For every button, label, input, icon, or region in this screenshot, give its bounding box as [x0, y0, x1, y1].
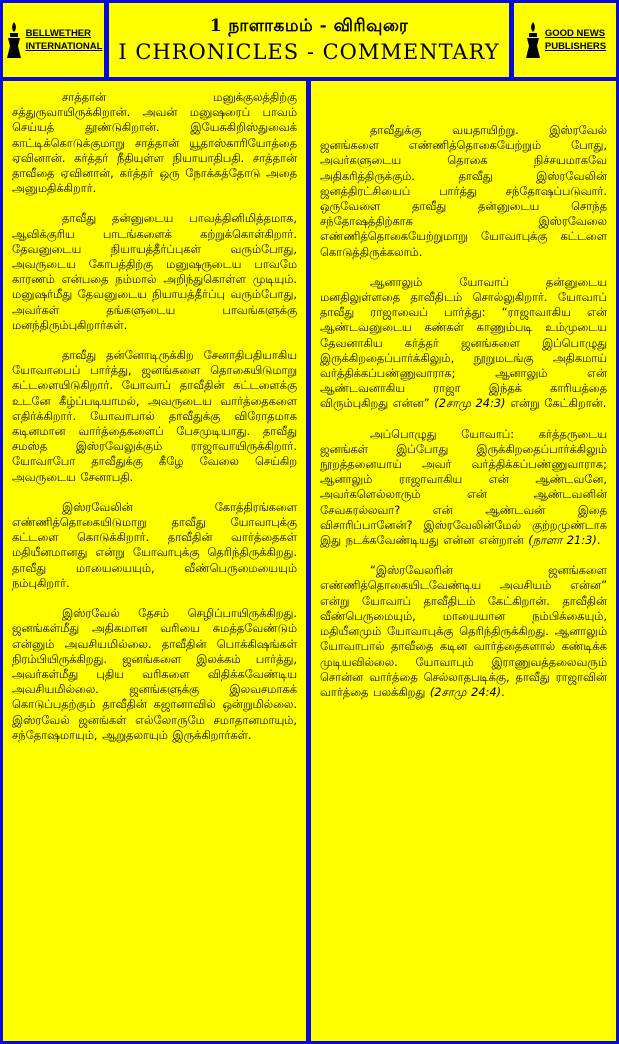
- right-paragraph-1: [320, 123, 607, 260]
- good-news-logo: [514, 3, 616, 77]
- left-paragraph-1: சாத்தான் மனுக்குலத்திற்கு சத்துருவாயிருக்கிறான். அவன் மனுஷரைப் பாவம் செய்யத் தூண்டுகிறான். இயேசுகிறிஸ்துவைக் காட்டிக்கொடுக்குமாறு சாத்தான் யூதாஸ்காரியோத்தை ஏவினான். கர்த்தர் நீதியுள்ள நியாயாதிபதி. சாத்தான் தாவீதை ஏவினான், கர்த்தர் ஒரு நோக்கத்தோடு அதை அனுமதிக்கிறார்.: [12, 90, 297, 196]
- logo-right-line1: GOOD NEWS: [544, 28, 606, 39]
- title-english: I CHRONICLES - COMMENTARY: [118, 40, 500, 64]
- logo-left-line2: INTERNATIONAL: [25, 41, 103, 52]
- right-paragraph-4-after: .: [501, 684, 505, 699]
- header-bar: [0, 0, 619, 80]
- left-column: [3, 81, 306, 1041]
- right-paragraph-2-text: ஆனாலும் யோவாப் தன்னுடைய மனதிலுள்ளதை தாவீதிடம் சொல்லுகிறார். யோவாப் தாவீது ராஜாவைப் பார்த்து: “ராஜாவாகிய என் ஆண்டவனுடைய கண்கள் காணும்படி உம்முடைய தேவனாகிய கர்த்தர் ஜனங்களை இப்பொழுது இருக்கிறதைப்பார்க்கிலும், நூறுமடங்கு அதிகமாய் வர்த்திக்கப்பண்ணுவாராக; ஆனாலும் என் ஆண்டவனாகிய ராஜா இந்தக் காரியத்தை விரும்புகிறது என்ன”: [320, 274, 607, 411]
- scripture-citation: (2சாமு 24:4): [429, 684, 502, 699]
- lamp-figure-icon: [524, 20, 542, 60]
- left-paragraph-3: தாவீது தன்னோடிருக்கிற சேனாதிபதியாகிய யோவாபைப் பார்த்து, ஜனங்களை தொகையிடுமாறு கட்டளையிடுகிறார். யோவாப் தாவீதின் கட்டளைக்கு உடனே கீழ்ப்படியாமல், அவருடைய வார்த்தைகளை எதிர்க்கிறார். யோவாபால் தாவீதுக்கு விரோதமாக கடினமான வார்த்தைகளைப் பேசமுடியாது. தாவீது சமஸ்த இஸ்ரவேலுக்கும் ராஜாவாயிருக்கிறார். யோவாபோ தாவீதுக்கு கீழே வேலை செய்கிற அவருடைய சேனாபதி.: [12, 348, 297, 484]
- title-block: [109, 3, 509, 77]
- title-tamil: 1 நாளாகமம் - விரிவுரை: [209, 16, 409, 36]
- left-paragraph-5: இஸ்ரவேல் தேசம் செழிப்பாயிருக்கிறது. ஜனங்கள்மீது அதிகமான வரியை சுமத்தவேண்டும் என்னும் அவசியமில்லை. தாவீதின் பொக்கிஷங்கள் நிரம்பியிருக்கிறது. ஜனங்களை இலக்கம் பார்த்து, அவர்கள்மீது புதிய வரிகளை விதிக்கவேண்டிய அவசியமில்லை. ஜனங்களுக்கு இலவசமாகக் கொடுப்பதற்கும் தாவீதின் கஜானாவில் ஒன்றுமில்லை. இஸ்ரவேல் ஜனங்கள் எல்லோருமே சமாதானமாயும், சந்தோஷமாயும், ஆறுதலாயும் இருக்கிறார்கள்.: [12, 606, 297, 742]
- logo-left-line1: BELLWETHER: [25, 28, 92, 39]
- left-paragraph-2: தாவீது தன்னுடைய பாவத்தினிமித்தமாக, ஆவிக்குரிய பாடங்களைக் கற்றுக்கொள்கிறார். தேவனுடைய நியாயத்தீர்ப்புகள் வரும்போது, அவருடைய கோபத்திற்கு மனுஷருடைய பாவமே காரணம் என்பதை நம்மால் அறிந்துகொள்ள முடியும். மனுஷர்மீது தேவனுடைய நியாயத்தீர்ப்பு வரும்போது, அவர்கள் தங்களுடைய பாவங்களுக்கு மனந்திரும்புகிறார்கள்.: [12, 211, 297, 332]
- right-paragraph-3: [320, 427, 607, 549]
- right-column: [311, 81, 616, 1041]
- logo-right-line2: PUBLISHERS: [544, 41, 607, 52]
- right-paragraph-3-after: .: [596, 533, 601, 548]
- right-paragraph-1-text: தாவீதுக்கு வயதாயிற்று. இஸ்ரவேல் ஜனங்களை எண்ணித்தொகையேற்றும் போது, அவர்களுடைய தொகை நிச்சயமாகவே அதிகரித்திருக்கும். தாவீது இஸ்ரவேலின் ஜனத்திரட்சியைப் பார்த்து சந்தோஷப்படுவார். ஒருவேளை தாவீது தன்னுடைய சொந்த சந்தோஷத்திற்காக இஸ்ரவேலை எண்ணித்தொகையேற்றுமாறு யோவாபுக்கு கட்டளை கொடுத்திருக்கலாம்.: [320, 123, 607, 259]
- bellwether-logo: [3, 3, 104, 77]
- right-paragraph-4-text: “இஸ்ரவேலரின் ஜனங்களை எண்ணித்தொகையிடவேண்டிய அவசியம் என்ன” என்று யோவாப் தாவீதிடம் கேட்கிறான். தாவீதின் வீண்பெருமையும், மாயையான நம்பிக்கையும், மதியீனமும் யோவாபுக்கு தெரிந்திருக்கிறது. ஆனாலும் யோவாபால் தாவீதை கடின வார்த்தைகளால் கண்டிக்க முடியவில்லை. யோவாபும் இராணுவத்தலைவரும் சொன்ன வார்த்தை செல்லாதபடிக்கு, தாவீது ராஜாவின் வார்த்தை பலக்கிறது: [320, 563, 607, 699]
- lamp-figure-icon: [5, 20, 23, 60]
- right-paragraph-3-text: அப்பொழுது யோவாப்: கர்த்தருடைய ஜனங்கள் இப்போது இருக்கிறதைப்பார்க்கிலும் நூறத்தனையாய் அவர் வர்த்திக்கப்பண்ணுவாராக; ஆனாலும் ராஜாவாகிய என் ஆண்டவனே, அவர்களெல்லாரும் என் ஆண்டவனின் சேவகரல்லவா? என் ஆண்டவன் இதை விசாரிப்பானேன்? இஸ்ரவேலின்மேல் குற்றமுண்டாக இது நடக்கவேண்டியது என்ன என்றான்: [320, 426, 607, 548]
- right-paragraph-2-after: என்று கேட்கிறான்.: [505, 396, 607, 411]
- right-paragraph-2: [320, 275, 607, 412]
- scripture-citation: (நாளா 21:3): [528, 533, 597, 548]
- left-paragraph-4: இஸ்ரவேலின் கோத்திரங்களை எண்ணித்தொகையிடுமாறு தாவீது யோவாபுக்கு கட்டளை கொடுக்கிறார். தாவீதின் வார்த்தைகள் மதியீனமானது என்று யோவாபுக்கு தெரிந்திருக்கிறது. தாவீது மாயையையும், வீண்பெருமையையும் நம்புகிறார்.: [12, 499, 297, 590]
- scripture-citation: (2சாமு 24:3): [434, 396, 506, 411]
- right-paragraph-4: [320, 563, 607, 700]
